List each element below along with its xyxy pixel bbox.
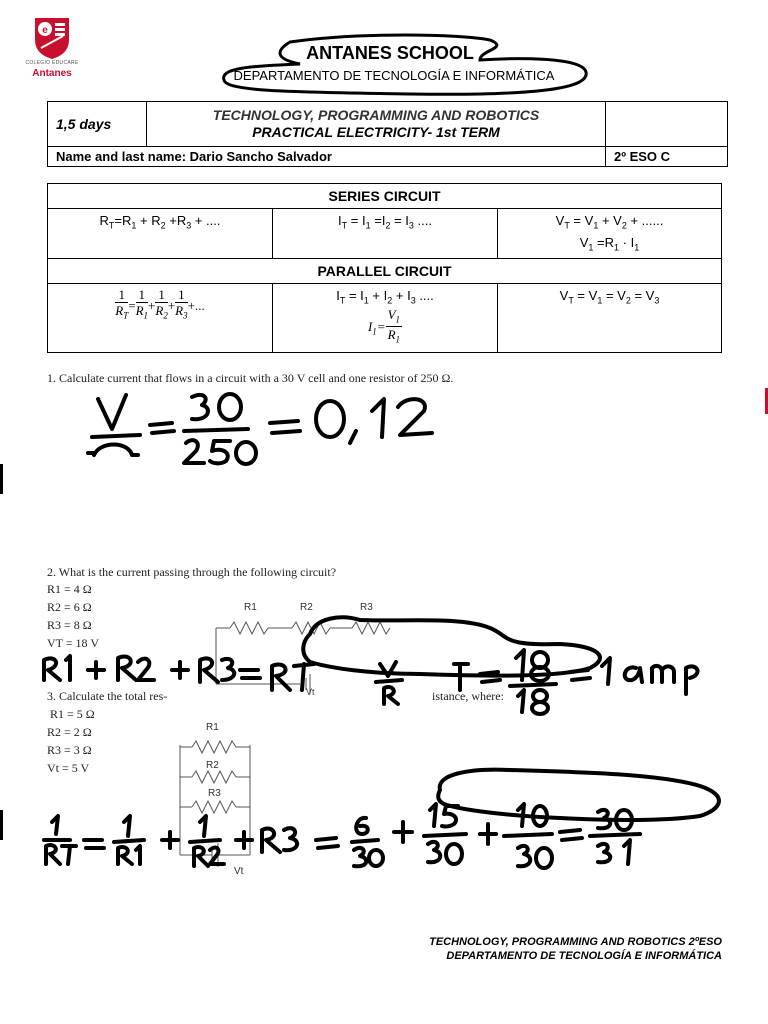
school-title: ANTANES SCHOOL (306, 43, 474, 63)
empty-cell (606, 102, 728, 147)
formula-table (47, 183, 722, 353)
question-1: 1. Calculate current that flows in a circuit with a 30 V cell and one resistor of 250 Ω. (47, 371, 454, 385)
answer-1-handwriting (80, 385, 460, 475)
answer-2-handwriting (40, 608, 740, 718)
answer-3-handwriting (40, 760, 740, 890)
student-name: Name and last name: Dario Sancho Salvador (48, 147, 606, 167)
duration-cell: 1,5 days (48, 102, 147, 147)
q2-r1: R1 = 4 Ω (47, 582, 92, 596)
q2-vt: VT = 18 V (47, 636, 99, 650)
q2-r3: R3 = 8 Ω (47, 618, 92, 632)
series-title: SERIES CIRCUIT (48, 184, 722, 209)
c3-label-vt: Vt (234, 866, 244, 877)
logo-caption: COLEGIO EDUCARE (25, 60, 79, 66)
parallel-resistance: $\frac{1}{R_T}$ = $\frac{1}{R_1}$ + $\frac{1}{R_2}$ + $\frac{1}{R_3}$ +... (48, 284, 273, 353)
q2-r2: R2 = 6 Ω (47, 600, 92, 614)
c3-label-r2: R2 (206, 760, 219, 771)
parallel-title: PARALLEL CIRCUIT (48, 259, 722, 284)
q3-r3: R3 = 3 Ω (47, 743, 92, 757)
parallel-voltage: $V_T = V_1 = V_2 = V_3$ (498, 284, 722, 353)
c2-label-r3: R3 (360, 602, 373, 613)
class-cell: 2º ESO C (606, 147, 728, 167)
series-resistance: $R_T=R_1 + R_2 +R_3$ + .... (48, 209, 273, 259)
school-logo (29, 14, 75, 60)
edge-mark-left-2 (0, 810, 3, 840)
logo-name: Antanes (32, 68, 72, 79)
info-table (47, 101, 728, 167)
footer-line1: TECHNOLOGY, PROGRAMMING AND ROBOTICS 2ºESO (429, 936, 722, 948)
subject-line1: TECHNOLOGY, PROGRAMMING AND ROBOTICS (212, 107, 540, 123)
q3-r1: R1 = 5 Ω (50, 707, 95, 721)
department-title: DEPARTAMENTO DE TECNOLOGÍA E INFORMÁTICA (233, 68, 555, 83)
c2-label-vt: Vt (306, 687, 315, 697)
header-scribble (210, 28, 600, 100)
c3-label-r1: R1 (206, 722, 219, 733)
footer-line2: DEPARTAMENTO DE TECNOLOGÍA E INFORMÁTICA (446, 950, 722, 962)
c2-label-r1: R1 (244, 602, 257, 613)
series-voltage: $V_T = V_1 + V_2$ + ...... $V_1 =R_1 \cdot I_1$ (498, 209, 722, 259)
edge-mark-left (0, 464, 3, 494)
c3-label-r3: R3 (208, 788, 221, 799)
series-current: $I_T = I_1 =I_2 = I_3$ .... (273, 209, 498, 259)
question-3-start: 3. Calculate the total res- (47, 689, 168, 703)
q3-r2: R2 = 2 Ω (47, 725, 92, 739)
subject-cell (147, 102, 606, 147)
parallel-current: $I_T = I_1 + I_2 + I_3$ .... $I_1=$ $\frac{V_1}{R_1}$ (273, 284, 498, 353)
c2-label-r2: R2 (300, 602, 313, 613)
question-2: 2. What is the current passing through the following circuit? (47, 565, 337, 579)
q3-vt: Vt = 5 V (47, 761, 90, 775)
svg-text:e: e (42, 25, 48, 36)
question-3-end: istance, where: (432, 689, 504, 703)
subject-line2: PRACTICAL ELECTRICITY- 1st TERM (252, 124, 500, 140)
